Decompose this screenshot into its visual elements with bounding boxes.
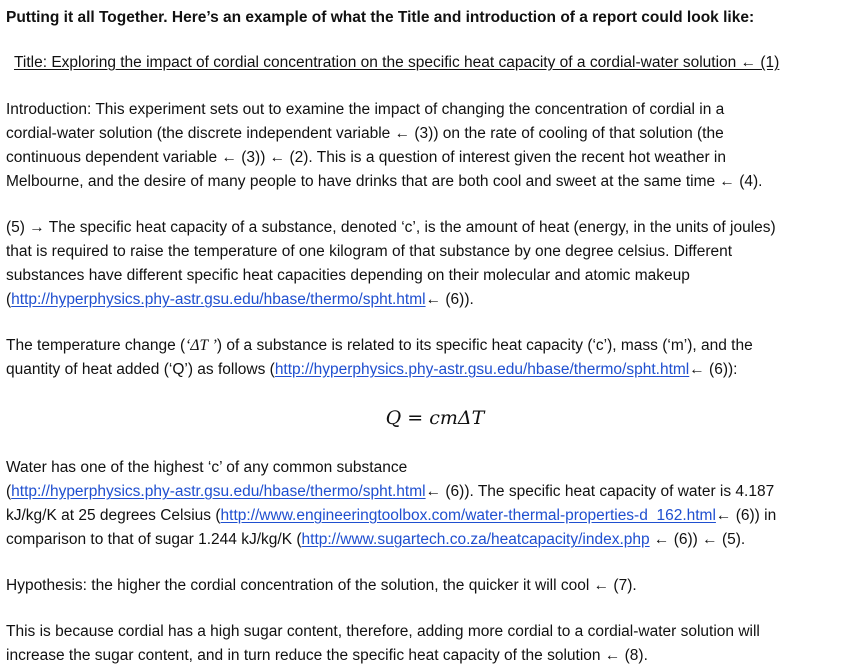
paren-open: ( <box>6 291 12 308</box>
intro-line: continuous dependent variable ← (3)) ← (2). This is a question of interest given the recent hot weather in <box>6 149 727 166</box>
paragraph-line: that is required to raise the temperature of one kilogram of that substance by one degree celsius. Different <box>6 243 733 260</box>
intro-line: cordial-water solution (the discrete independent variable ← (3)) on the rate of cooling of that solution (the <box>6 125 724 142</box>
text-segment: The temperature change ( <box>6 337 186 354</box>
formula-lhs: Q <box>385 407 402 429</box>
paragraph-line <box>6 336 753 356</box>
report-title: Title: Exploring the impact of cordial concentration on the specific heat capacity of a cordial-water solution ← (1) <box>14 54 780 71</box>
citation-suffix: ← (6)): <box>689 361 738 378</box>
hyperphysics-link[interactable]: http://hyperphysics.phy-astr.gsu.edu/hbase/thermo/spht.html <box>274 361 690 378</box>
paragraph-line <box>6 482 774 502</box>
sugartech-link[interactable]: http://www.sugartech.co.za/heatcapacity/index.php <box>301 531 650 548</box>
hypothesis-paragraph: Hypothesis: the higher the cordial concentration of the solution, the quicker it will cool ← (7). <box>6 577 637 594</box>
paren-open: ( <box>6 483 12 500</box>
formula-equals: = <box>401 407 430 429</box>
paragraph-line: substances have different specific heat capacities depending on their molecular and atomic makeup <box>6 267 690 284</box>
paragraph-line <box>6 506 776 526</box>
text-segment: ← (6)) ← (5). <box>649 531 746 548</box>
text-segment: quantity of heat added (‘Q’) as follows ( <box>6 361 275 378</box>
text-segment: ← (6)) in <box>715 507 777 524</box>
formula-rhs: cmΔT <box>429 407 485 429</box>
citation-suffix: ← (6)). <box>425 291 474 308</box>
intro-line: Melbourne, and the desire of many people to have drinks that are both cool and sweet at the same time ← (4). <box>6 173 763 190</box>
paragraph-line: increase the sugar content, and in turn reduce the specific heat capacity of the solution ← (8). <box>6 647 648 664</box>
paragraph-line: This is because cordial has a high sugar content, therefore, adding more cordial to a cordial-water solution will <box>6 623 760 640</box>
hyperphysics-link[interactable]: http://hyperphysics.phy-astr.gsu.edu/hbase/thermo/spht.html <box>11 483 426 500</box>
paragraph-line: Water has one of the highest ‘c’ of any common substance <box>6 459 408 476</box>
hyperphysics-link[interactable]: http://hyperphysics.phy-astr.gsu.edu/hbase/thermo/spht.html <box>11 291 426 308</box>
paragraph-line <box>6 530 745 550</box>
heat-equation <box>6 406 864 430</box>
paragraph-line <box>6 290 474 310</box>
delta-t-symbol: ‘ΔT ’ <box>185 337 217 354</box>
page-heading: Putting it all Together. Here’s an example of what the Title and introduction of a report could look like: <box>6 9 755 26</box>
paragraph-line: (5) → The specific heat capacity of a substance, denoted ‘c’, is the amount of heat (energy, in the units of joules) <box>6 219 776 236</box>
text-segment: kJ/kg/K at 25 degrees Celsius ( <box>6 507 221 524</box>
text-segment: comparison to that of sugar 1.244 kJ/kg/K ( <box>6 531 302 548</box>
engineeringtoolbox-link[interactable]: http://www.engineeringtoolbox.com/water-thermal-properties-d_162.html <box>220 507 716 524</box>
text-segment: ) of a substance is related to its specific heat capacity (‘c’), mass (‘m’), and the <box>216 337 753 354</box>
intro-line: Introduction: This experiment sets out to examine the impact of changing the concentration of cordial in a <box>6 101 725 118</box>
text-segment: ← (6)). The specific heat capacity of water is 4.187 <box>425 483 775 500</box>
paragraph-line <box>6 360 737 380</box>
